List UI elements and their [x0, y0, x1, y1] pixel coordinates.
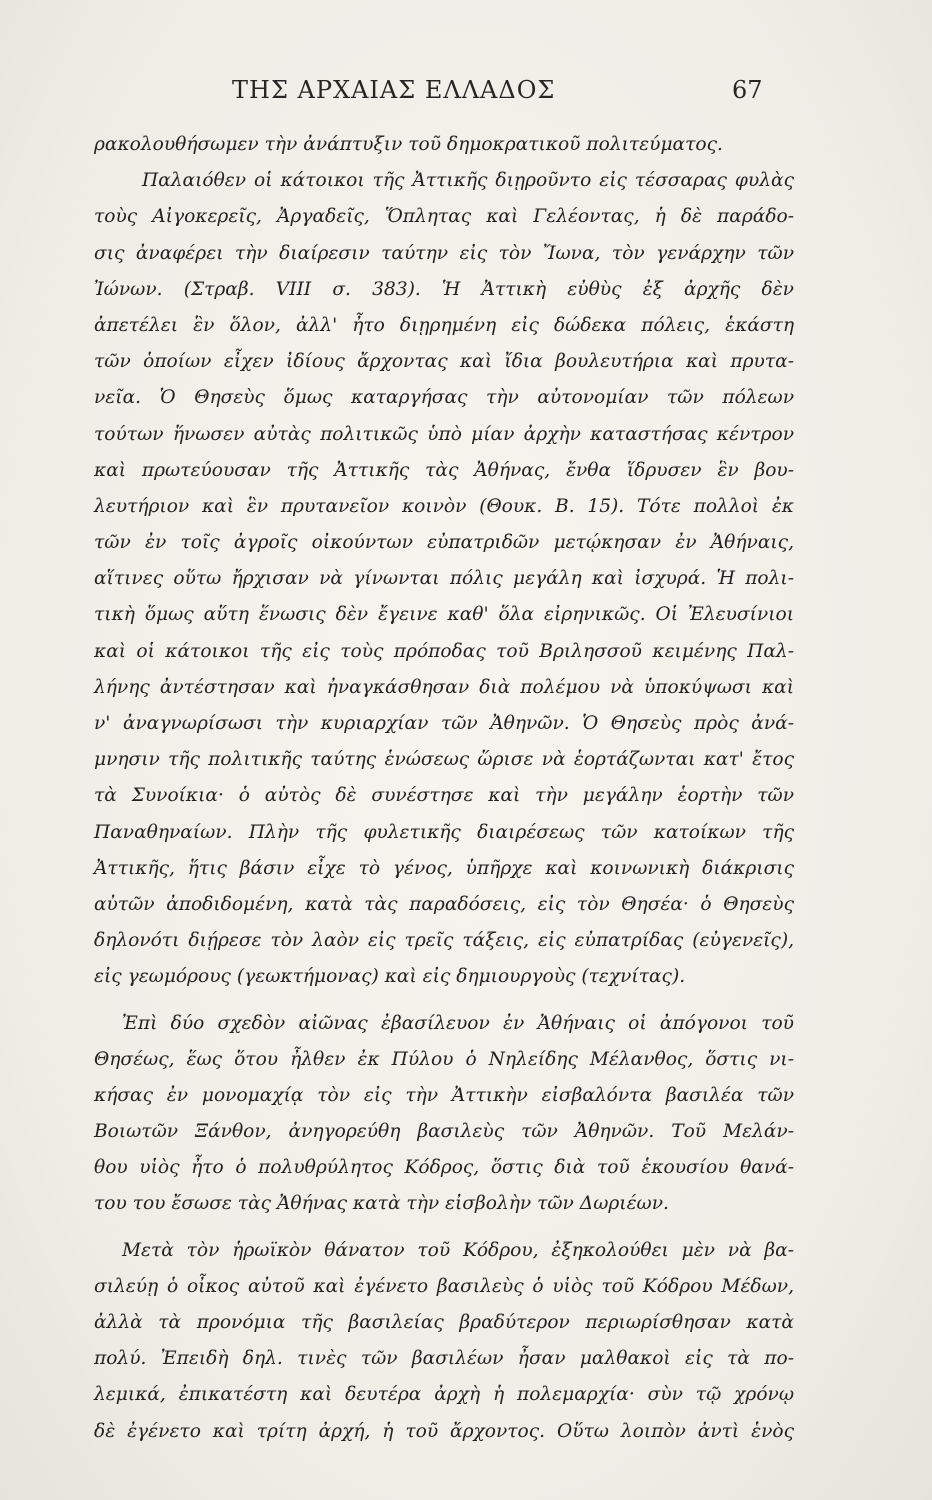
text-line: Παλαιόθεν οἱ κάτοικοι τῆς Ἀττικῆς διῃροῦντο εἰς τέσσαρας φυλὰς [142, 170, 794, 192]
text-line: αἵτινες οὕτω ἤρχισαν νὰ γίνωνται πόλις μεγάλη καὶ ἰσχυρά. Ἡ πολι- [94, 568, 794, 590]
text-line: τῶν ἐν τοῖς ἀγροῖς οἰκούντων εὐπατριδῶν μετῴκησαν ἐν Ἀθήναις, [94, 532, 794, 554]
text-line: σιλεύῃ ὁ οἶκος αὐτοῦ καὶ ἐγένετο βασιλεὺς ὁ υἱὸς τοῦ Κόδρου Μέδων, [94, 1275, 794, 1297]
text-line: Θησέως, ἕως ὅτου ἦλθεν ἐκ Πύλου ὁ Νηλείδης Μέλανθος, ὅστις νι- [94, 1048, 794, 1070]
text-line: Ἀττικῆς, ἥτις βάσιν εἶχε τὸ γένος, ὑπῆρχε καὶ κοινωνικὴ διάκρισις [94, 857, 794, 879]
text-line: Ἰώνων. (Στραβ. VIII σ. 383). Ἡ Ἀττικὴ εὐθὺς ἐξ ἀρχῆς δὲν [94, 278, 794, 300]
text-line: σις ἀναφέρει τὴν διαίρεσιν ταύτην εἰς τὸν Ἴωνα, τὸν γενάρχην τῶν [94, 242, 794, 264]
text-line: ρακολουθήσωμεν τὴν ἀνάπτυξιν τοῦ δημοκρατικοῦ πολιτεύματος. [94, 134, 723, 155]
text-line: λεμικά, ἐπικατέστη καὶ δευτέρα ἀρχὴ ἡ πολεμαρχία· σὺν τῷ χρόνῳ [94, 1384, 794, 1406]
text-line: κήσας ἐν μονομαχίᾳ τὸν εἰς τὴν Ἀττικὴν εἰσβαλόντα βασιλέα τῶν [94, 1084, 794, 1106]
text-line: ἀλλὰ τὰ προνόμια τῆς βασιλείας βραδύτερον περιωρίσθησαν κατὰ [94, 1312, 794, 1333]
running-title: ΤΗΣ ΑΡΧΑΙΑΣ ΕΛΛΑΔΟΣ [232, 76, 556, 104]
text-line: μνησιν τῆς πολιτικῆς ταύτης ἑνώσεως ὥρισε νὰ ἑορτάζωνται κατ' ἔτος [94, 749, 794, 771]
text-line: Ἐπὶ δύο σχεδὸν αἰῶνας ἐβασίλευον ἐν Ἀθήναις οἱ ἀπόγονοι τοῦ [122, 1012, 794, 1034]
text-line: Βοιωτῶν Ξάνθον, ἀνηγορεύθη βασιλεὺς τῶν Ἀθηνῶν. Τοῦ Μελάν- [94, 1121, 794, 1143]
text-line: τούτων ἥνωσεν αὐτὰς πολιτικῶς ὑπὸ μίαν ἀρχὴν καταστήσας κέντρον [94, 423, 794, 445]
text-line: τοὺς Αἰγοκερεῖς, Ἀργαδεῖς, Ὅπλητας καὶ Γελέοντας, ἡ δὲ παράδο- [94, 206, 794, 228]
text-line: καὶ οἱ κάτοικοι τῆς εἰς τοὺς πρόποδας τοῦ Βριλησσοῦ κειμένης Παλ- [94, 640, 794, 662]
text-line: ν' ἀναγνωρίσωσι τὴν κυριαρχίαν τῶν Ἀθηνῶν. Ὁ Θησεὺς πρὸς ἀνά- [94, 713, 794, 734]
text-line: Μετὰ τὸν ἡρωϊκὸν θάνατον τοῦ Κόδρου, ἐξηκολούθει μὲν νὰ βα- [122, 1239, 794, 1261]
text-line: δὲ ἐγένετο καὶ τρίτη ἀρχή, ἡ τοῦ ἄρχοντος. Οὕτω λοιπὸν ἀντὶ ἑνὸς [94, 1420, 794, 1442]
text-line: τῶν ὁποίων εἶχεν ἰδίους ἄρχοντας καὶ ἴδια βουλευτήρια καὶ πρυτα- [94, 351, 794, 373]
running-head [0, 76, 932, 116]
text-line: εἰς γεωμόρους (γεωκτήμονας) καὶ εἰς δημιουργοὺς (τεχνίτας). [94, 966, 686, 988]
text-line: νεῖα. Ὁ Θησεὺς ὅμως καταργήσας τὴν αὐτονομίαν τῶν πόλεων [94, 387, 794, 409]
body-text [94, 127, 794, 1450]
text-line: τικὴ ὅμως αὕτη ἕνωσις δὲν ἔγεινε καθ' ὅλα εἰρηνικῶς. Οἱ Ἐλευσίνιοι [94, 604, 794, 626]
text-line: λευτήριον καὶ ἓν πρυτανεῖον κοινὸν (Θουκ. Β. 15). Τότε πολλοὶ ἐκ [94, 495, 794, 517]
text-line: πολύ. Ἐπειδὴ δηλ. τινὲς τῶν βασιλέων ἦσαν μαλθακοὶ εἰς τὰ πο- [94, 1348, 794, 1370]
page-number: 67 [732, 76, 763, 104]
text-line: θου υἱὸς ἦτο ὁ πολυθρύλητος Κόδρος, ὅστις διὰ τοῦ ἑκουσίου θανά- [94, 1157, 794, 1179]
text-line: αὐτῶν ἀποδιδομένη, κατὰ τὰς παραδόσεις, εἰς τὸν Θησέα· ὁ Θησεὺς [94, 893, 794, 915]
text-line: δηλονότι διῄρεσε τὸν λαὸν εἰς τρεῖς τάξεις, εἰς εὐπατρίδας (εὐγενεῖς), [94, 930, 794, 952]
text-line: λήνης ἀντέστησαν καὶ ἠναγκάσθησαν διὰ πολέμου νὰ ὑποκύψωσι καὶ [94, 676, 794, 698]
text-line: ἀπετέλει ἓν ὅλον, ἀλλ' ἦτο διῃρημένη εἰς δώδεκα πόλεις, ἑκάστη [94, 314, 794, 336]
text-line: Παναθηναίων. Πλὴν τῆς φυλετικῆς διαιρέσεως τῶν κατοίκων τῆς [94, 821, 794, 843]
text-line: του του ἔσωσε τὰς Ἀθήνας κατὰ τὴν εἰσβολὴν τῶν Δωριέων. [94, 1193, 669, 1215]
text-line: καὶ πρωτεύουσαν τῆς Ἀττικῆς τὰς Ἀθήνας, ἔνθα ἵδρυσεν ἓν βου- [94, 459, 794, 481]
text-line: τὰ Συνοίκια· ὁ αὐτὸς δὲ συνέστησε καὶ τὴν μεγάλην ἑορτὴν τῶν [94, 785, 794, 807]
